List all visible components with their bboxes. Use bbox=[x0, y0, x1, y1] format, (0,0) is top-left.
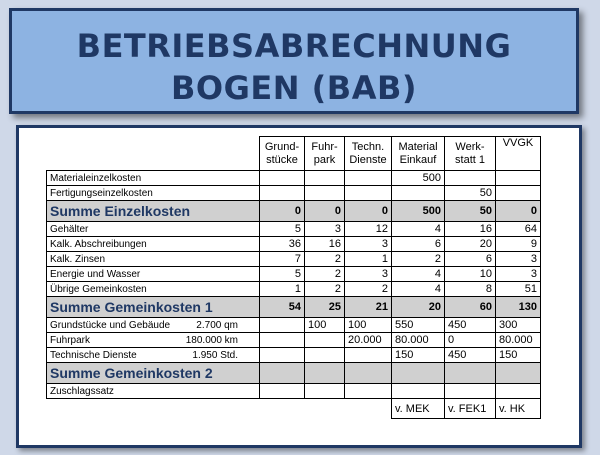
cell-value bbox=[305, 333, 345, 348]
cell-value: 0 bbox=[445, 333, 496, 348]
row-label: Fertigungseinzelkosten bbox=[47, 186, 260, 201]
cell-value: 16 bbox=[445, 222, 496, 237]
cell-value: 3 bbox=[345, 267, 392, 282]
cell-value bbox=[260, 348, 305, 363]
cell-value bbox=[345, 348, 392, 363]
cell-value: 5 bbox=[260, 222, 305, 237]
row-label: Kalk. Zinsen bbox=[47, 252, 260, 267]
cell-value: 60 bbox=[445, 297, 496, 318]
table-row bbox=[47, 237, 541, 252]
cell-value: 36 bbox=[260, 237, 305, 252]
table-row bbox=[47, 267, 541, 282]
cell-value: 4 bbox=[392, 282, 445, 297]
cell-value: 20 bbox=[445, 237, 496, 252]
cell-value: 1 bbox=[345, 252, 392, 267]
row-fertigungseinzelkosten bbox=[47, 186, 541, 201]
cell-value: 3 bbox=[496, 267, 541, 282]
cell-value bbox=[260, 333, 305, 348]
cell-value: 25 bbox=[305, 297, 345, 318]
cell-value: 50 bbox=[445, 186, 496, 201]
row-label: Kalk. Abschreibungen bbox=[47, 237, 260, 252]
cell-value bbox=[260, 318, 305, 333]
table-row bbox=[47, 333, 541, 348]
cell-value: 4 bbox=[392, 267, 445, 282]
row-summe-gemeinkosten-1 bbox=[47, 297, 541, 318]
header-row bbox=[47, 137, 541, 171]
row-materialeinzelkosten bbox=[47, 171, 541, 186]
cell-value: 4 bbox=[392, 222, 445, 237]
cell-value: 80.000 bbox=[392, 333, 445, 348]
cell-value: 450 bbox=[445, 348, 496, 363]
row-label: Summe Gemeinkosten 1 bbox=[47, 297, 260, 318]
row-label: Zuschlagssatz bbox=[47, 384, 260, 399]
basis-fek1: v. FEK1 bbox=[445, 399, 496, 419]
cell-value: 21 bbox=[345, 297, 392, 318]
bab-table bbox=[46, 136, 541, 419]
col-header-grundstuecke: Grund- stücke bbox=[260, 137, 305, 171]
row-measure: 180.000 km bbox=[185, 334, 238, 346]
cell-value: 3 bbox=[496, 252, 541, 267]
table-row bbox=[47, 318, 541, 333]
basis-hk: v. HK bbox=[496, 399, 541, 419]
table-row bbox=[47, 348, 541, 363]
col-header-material-einkauf: Material Einkauf bbox=[392, 137, 445, 171]
row-label: Gehälter bbox=[47, 222, 260, 237]
cell-value: 2 bbox=[345, 282, 392, 297]
cell-value: 0 bbox=[345, 201, 392, 222]
cell-value: 0 bbox=[496, 201, 541, 222]
row-label: Fuhrpark 180.000 km bbox=[47, 333, 260, 348]
cell-value: 64 bbox=[496, 222, 541, 237]
cell-value: 8 bbox=[445, 282, 496, 297]
table-row bbox=[47, 282, 541, 297]
row-label: Grundstücke und Gebäude 2.700 qm bbox=[47, 318, 260, 333]
cell-value: 7 bbox=[260, 252, 305, 267]
cell-value: 20 bbox=[392, 297, 445, 318]
row-zuschlagssatz bbox=[47, 384, 541, 399]
cell-value: 2 bbox=[305, 282, 345, 297]
col-header-fuhrpark: Fuhr- park bbox=[305, 137, 345, 171]
cell-value: 0 bbox=[260, 201, 305, 222]
cell-value: 20.000 bbox=[345, 333, 392, 348]
cell-value: 150 bbox=[392, 348, 445, 363]
cell-value: 6 bbox=[445, 252, 496, 267]
col-header-vvgk: VVGK bbox=[496, 137, 541, 171]
cell-value: 2 bbox=[305, 252, 345, 267]
cell-value: 50 bbox=[445, 201, 496, 222]
cell-value: 150 bbox=[496, 348, 541, 363]
cell-value: 500 bbox=[392, 201, 445, 222]
basis-mek: v. MEK bbox=[392, 399, 445, 419]
header-corner bbox=[47, 137, 260, 171]
cell-value: 550 bbox=[392, 318, 445, 333]
cell-value: 450 bbox=[445, 318, 496, 333]
row-basis bbox=[47, 399, 541, 419]
row-summe-gemeinkosten-2 bbox=[47, 363, 541, 384]
cell-value: 500 bbox=[392, 171, 445, 186]
row-label: Übrige Gemeinkosten bbox=[47, 282, 260, 297]
title-banner bbox=[9, 8, 579, 114]
cell-value: 9 bbox=[496, 237, 541, 252]
cell-value: 3 bbox=[305, 222, 345, 237]
title-line-2: BOGEN (BAB) bbox=[171, 69, 417, 107]
table-row bbox=[47, 222, 541, 237]
cell-value: 80.000 bbox=[496, 333, 541, 348]
cell-value: 130 bbox=[496, 297, 541, 318]
row-measure: 1.950 Std. bbox=[192, 349, 238, 361]
cell-value: 12 bbox=[345, 222, 392, 237]
cell-value: 10 bbox=[445, 267, 496, 282]
row-label: Energie und Wasser bbox=[47, 267, 260, 282]
col-header-werkstatt: Werk- statt 1 bbox=[445, 137, 496, 171]
row-measure: 2.700 qm bbox=[196, 319, 238, 331]
cell-value: 6 bbox=[392, 237, 445, 252]
row-label: Summe Einzelkosten bbox=[47, 201, 260, 222]
cell-value: 100 bbox=[345, 318, 392, 333]
cell-value: 100 bbox=[305, 318, 345, 333]
cell-value: 1 bbox=[260, 282, 305, 297]
cell-value: 0 bbox=[305, 201, 345, 222]
row-summe-einzelkosten bbox=[47, 201, 541, 222]
cell-value: 2 bbox=[305, 267, 345, 282]
table-row bbox=[47, 252, 541, 267]
row-label: Materialeinzelkosten bbox=[47, 171, 260, 186]
row-label: Summe Gemeinkosten 2 bbox=[47, 363, 260, 384]
row-label: Technische Dienste 1.950 Std. bbox=[47, 348, 260, 363]
cell-value: 300 bbox=[496, 318, 541, 333]
cell-value: 54 bbox=[260, 297, 305, 318]
cell-value: 3 bbox=[345, 237, 392, 252]
cell-value: 2 bbox=[392, 252, 445, 267]
title-line-1: BETRIEBSABRECHNUNG bbox=[76, 27, 512, 65]
cell-value: 16 bbox=[305, 237, 345, 252]
cell-value: 5 bbox=[260, 267, 305, 282]
cell-value bbox=[305, 348, 345, 363]
col-header-techn-dienste: Techn. Dienste bbox=[345, 137, 392, 171]
cell-value: 51 bbox=[496, 282, 541, 297]
